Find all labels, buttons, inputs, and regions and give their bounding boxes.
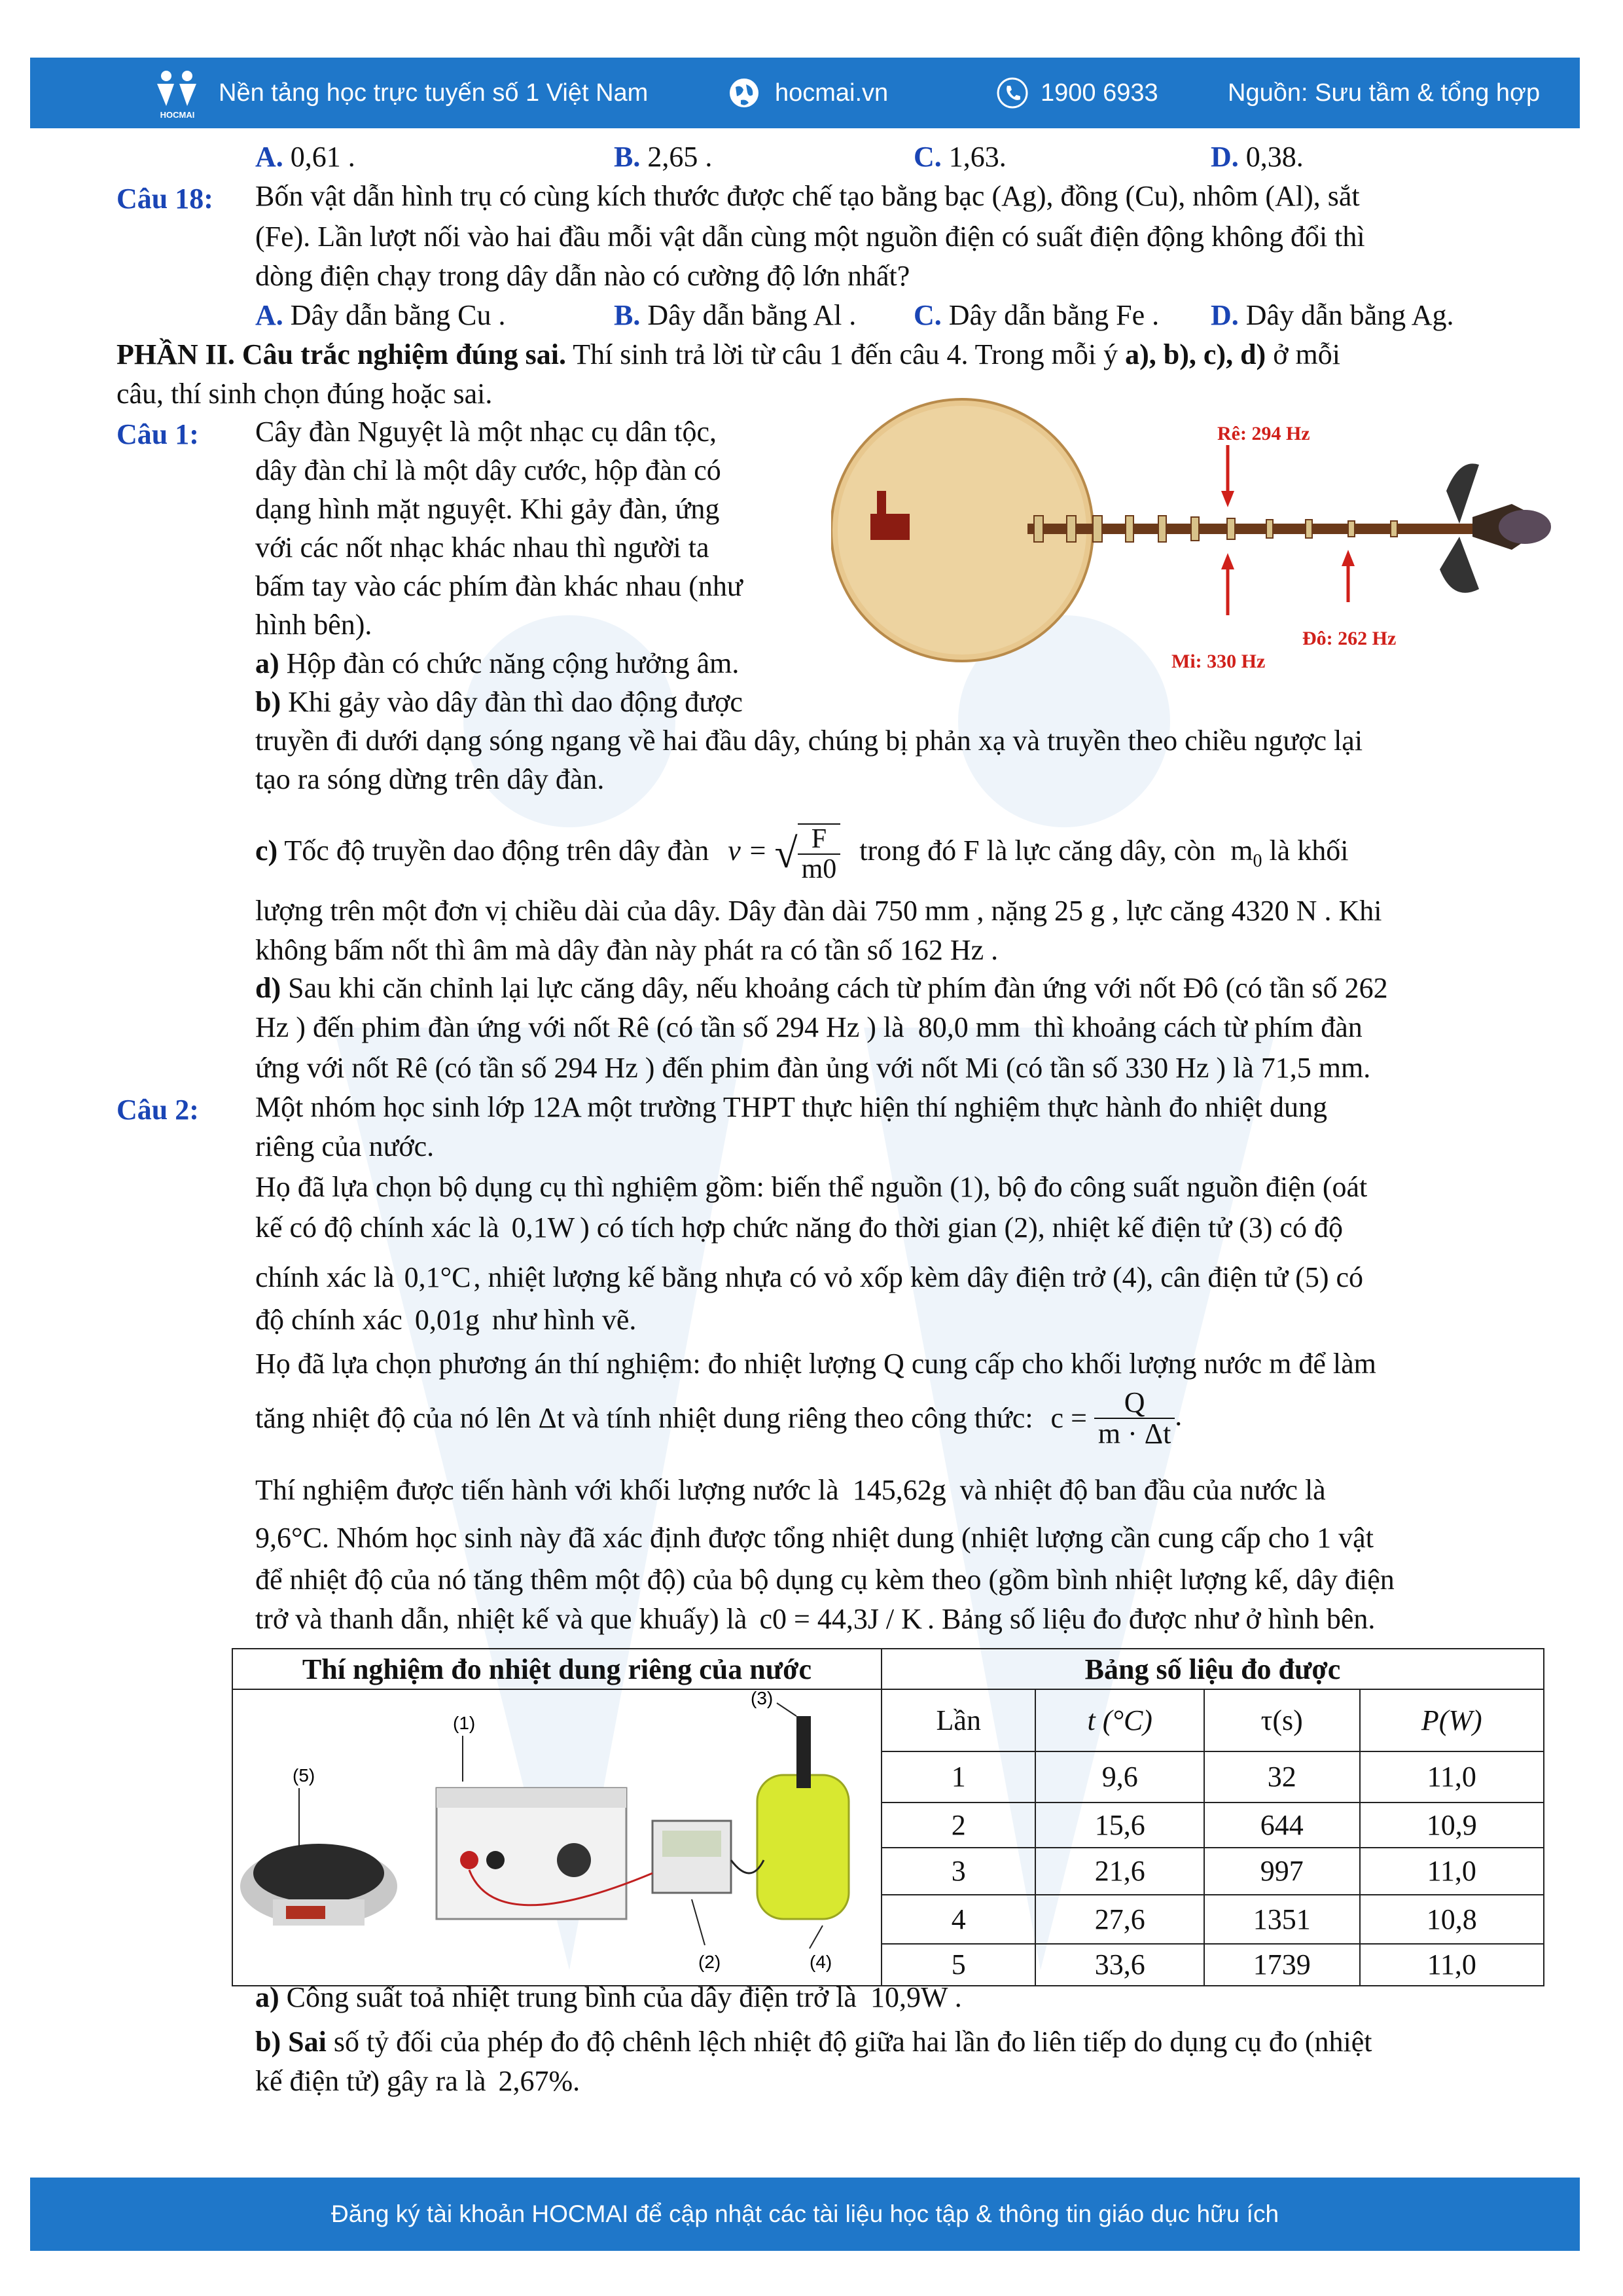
q1-item-b-cont: truyền đi dưới dạng sóng ngang về hai đầu dây, chúng bị phản xạ và truyền theo chiều ngược lại	[255, 725, 1363, 757]
apparatus-figure-cell	[232, 1689, 882, 1986]
part2-intro: PHẦN II. Câu trắc nghiệm đúng sai. Thí sinh trả lời từ câu 1 đến câu 4. Trong mỗi ý a), b), c), d) ở mỗi	[116, 338, 1340, 370]
q18-option-d: D. Dây dẫn bằng Ag.	[1211, 299, 1454, 331]
q1-text-line: bấm tay vào các phím đàn khác nhau (như	[255, 570, 743, 602]
q18-line3: dòng điện chạy trong dây dẫn nào có cường độ lớn nhất?	[255, 260, 910, 292]
footer-text[interactable]: Đăng ký tài khoản HOCMAI để cập nhật các tài liệu học tập & thông tin giáo dục hữu ích	[330, 2200, 1279, 2227]
website-link[interactable]: hocmai.vn	[775, 79, 889, 107]
q18-line1: Bốn vật dẫn hình trụ có cùng kích thước được chế tạo bằng bạc (Ag), đồng (Cu), nhôm (Al), sắt	[255, 180, 1360, 212]
phone-number[interactable]: 1900 6933	[1041, 79, 1158, 107]
q1-text-line: Cây đàn Nguyệt là một nhạc cụ dân tộc,	[255, 416, 717, 448]
q2-line: Họ đã lựa chọn phương án thí nghiệm: đo nhiệt lượng Q cung cấp cho khối lượng nước m để làm	[255, 1348, 1376, 1380]
svg-text:(1): (1)	[452, 1713, 476, 1733]
svg-text:(4): (4)	[809, 1952, 832, 1972]
q2-item-b-cont: kế điện tử) gây ra là 2,67%.	[255, 2065, 580, 2097]
experiment-table	[232, 1648, 1544, 1986]
q17-option-d: D. 0,38.	[1211, 141, 1304, 173]
footer-bar[interactable]	[30, 2178, 1580, 2251]
thermometer-icon	[796, 1716, 811, 1788]
q2-line: để nhiệt độ của nó tăng thêm một độ) của bộ dụng cụ kèm theo (gồm bình nhiệt lượng kế, dây điện	[255, 1564, 1395, 1596]
q2-item-b: b) Sai số tỷ đối của phép đo độ chênh lệch nhiệt độ giữa hai lần đo liên tiếp do dụng cụ đo (nhiệt	[255, 2026, 1372, 2058]
q2-item-a: a) Công suất toả nhiệt trung bình của dây điện trở là 10,9W .	[255, 1981, 962, 2013]
q1-label: Câu 1:	[116, 418, 199, 450]
q18-label: Câu 18:	[116, 183, 213, 215]
q18-option-b: B. Dây dẫn bằng Al .	[614, 299, 857, 331]
table-row: 1 9,6 32 11,0	[232, 1751, 1544, 1803]
q1-item-b: b) Khi gảy vào dây đàn thì dao động được	[255, 686, 743, 718]
table-left-header: Thí nghiệm đo nhiệt dung riêng của nước	[232, 1649, 882, 1689]
q1-text-line: dây đàn chỉ là một dây cước, hộp đàn có	[255, 454, 721, 486]
apparatus-figure	[234, 1690, 880, 1978]
column-header: τ(s)	[1204, 1689, 1360, 1751]
q2-line: chính xác là 0,1°C, nhiệt lượng kế bằng nhựa có vỏ xốp kèm dây điện trở (4), cân điện tử (5) có	[255, 1261, 1364, 1293]
table-row: 3 21,6 997 11,0	[232, 1848, 1544, 1895]
q2-label: Câu 2:	[116, 1094, 199, 1126]
q18-line2: (Fe). Lần lượt nối vào hai đầu mỗi vật dẫn cùng một nguồn điện có suất điện động không đổi thì	[255, 221, 1365, 253]
column-header: Lần	[882, 1689, 1036, 1751]
svg-text:HOCMAI: HOCMAI	[160, 110, 195, 120]
table-right-header: Bảng số liệu đo được	[882, 1649, 1544, 1689]
re-label: Rê: 294 Hz	[1217, 423, 1310, 444]
header-website[interactable]	[728, 58, 888, 128]
table-row: 4 27,6 1351 10,8	[232, 1895, 1544, 1943]
svg-text:(5): (5)	[292, 1765, 315, 1785]
q2-line: Thí nghiệm được tiến hành với khối lượng nước là 145,62g và nhiệt độ ban đầu của nước là	[255, 1474, 1326, 1506]
hocmai-logo-icon	[148, 68, 207, 120]
mi-label: Mi: 330 Hz	[1171, 651, 1266, 672]
q2-line: trở và thanh dẫn, nhiệt kế và que khuấy) là c0 = 44,3J / K . Bảng số liệu đo được như ở hình bên.	[255, 1603, 1376, 1635]
header-phone[interactable]	[996, 58, 1158, 128]
table-row: 5 33,6 1739 11,0	[232, 1944, 1544, 1986]
phone-icon	[996, 77, 1029, 109]
header-source: Nguồn: Sưu tầm & tổng hợp	[1228, 79, 1541, 107]
q17-option-a: A. 0,61 .	[255, 141, 355, 173]
q18-option-c: C. Dây dẫn bằng Fe .	[914, 299, 1160, 331]
q2-line: Một nhóm học sinh lớp 12A một trường THPT thực hiện thí nghiệm thực hành đo nhiệt dung	[255, 1091, 1328, 1123]
calorimeter-icon	[757, 1775, 849, 1919]
q2-line: riêng của nước.	[255, 1130, 435, 1162]
svg-text:(3): (3)	[750, 1690, 774, 1708]
do-label: Đô: 262 Hz	[1302, 628, 1397, 649]
q1-item-d: d) Sau khi căn chỉnh lại lực căng dây, nếu khoảng cách từ phím đàn ứng với nốt Đô (có tần số 262	[255, 972, 1388, 1004]
bridge-icon	[870, 514, 910, 540]
q1-text-line: hình bên).	[255, 609, 372, 641]
header-bar	[30, 58, 1580, 128]
q1-text-line: với các nốt nhạc khác nhau thì người ta	[255, 531, 709, 564]
q1-item-a: a) Hộp đàn có chức năng cộng hưởng âm.	[255, 647, 740, 679]
table-row: 2 15,6 644 10,9	[232, 1803, 1544, 1847]
q18-option-a: A. Dây dẫn bằng Cu .	[255, 299, 506, 331]
header-slogan: Nền tảng học trực tuyến số 1 Việt Nam	[219, 79, 649, 107]
q2-line: kế có độ chính xác là 0,1W ) có tích hợp chức năng đo thời gian (2), nhiệt kế điện tử (3) có độ	[255, 1211, 1343, 1244]
q1-item-c-cont: lượng trên một đơn vị chiều dài của dây. Dây đàn dài 750 mm , nặng 25 g , lực căng 4320 N . Khi	[255, 895, 1382, 927]
q1-text-line: dạng hình mặt nguyệt. Khi gảy đàn, ứng	[255, 493, 720, 525]
column-header: t (°C)	[1035, 1689, 1204, 1751]
q2-formula-line: tăng nhiệt độ của nó lên Δt và tính nhiệt dung riêng theo công thức: c = $\frac{Q}{m \cdot \Delta t}$ .	[255, 1386, 1183, 1450]
part2-intro-cont: câu, thí sinh chọn đúng hoặc sai.	[116, 378, 493, 410]
column-header: P(W)	[1360, 1689, 1544, 1751]
q17-option-b: B. 2,65 .	[614, 141, 713, 173]
q2-line: Họ đã lựa chọn bộ dụng cụ thì nghiệm gồm: biến thể nguồn (1), bộ đo công suất nguồn điện (oát	[255, 1171, 1368, 1203]
q2-line: độ chính xác 0,01g như hình vẽ.	[255, 1304, 637, 1336]
q1-item-b-cont: tạo ra sóng dừng trên dây đàn.	[255, 763, 605, 795]
svg-text:(2): (2)	[698, 1952, 721, 1972]
q1-item-d-cont: ứng với nốt Rê (có tần số 294 Hz ) đến phim đàn ủng với nốt Mi (có tần số 330 Hz ) là 71,5 mm.	[255, 1052, 1371, 1084]
q1-item-d-cont: Hz ) đến phim đàn ứng với nốt Rê (có tần số 294 Hz ) là 80,0 mm thì khoảng cách từ phím đàn	[255, 1011, 1363, 1043]
q1-item-c: c) Tốc độ truyền dao động trên dây đàn v = √ $\frac{F}{m0}$ trong đó F là lực căng dây, còn $m_0$ là khối	[255, 824, 1349, 885]
dan-nguyet-figure	[831, 393, 1571, 694]
q1-item-c-cont: không bấm nốt thì âm mà dây đàn này phát ra có tần số 162 Hz .	[255, 934, 999, 966]
q2-line: 9,6°C. Nhóm học sinh này đã xác định được tổng nhiệt dung (nhiệt lượng cần cung cấp cho 1 vật	[255, 1522, 1374, 1554]
globe-icon	[728, 77, 760, 109]
q17-option-c: C. 1,63.	[914, 141, 1007, 173]
